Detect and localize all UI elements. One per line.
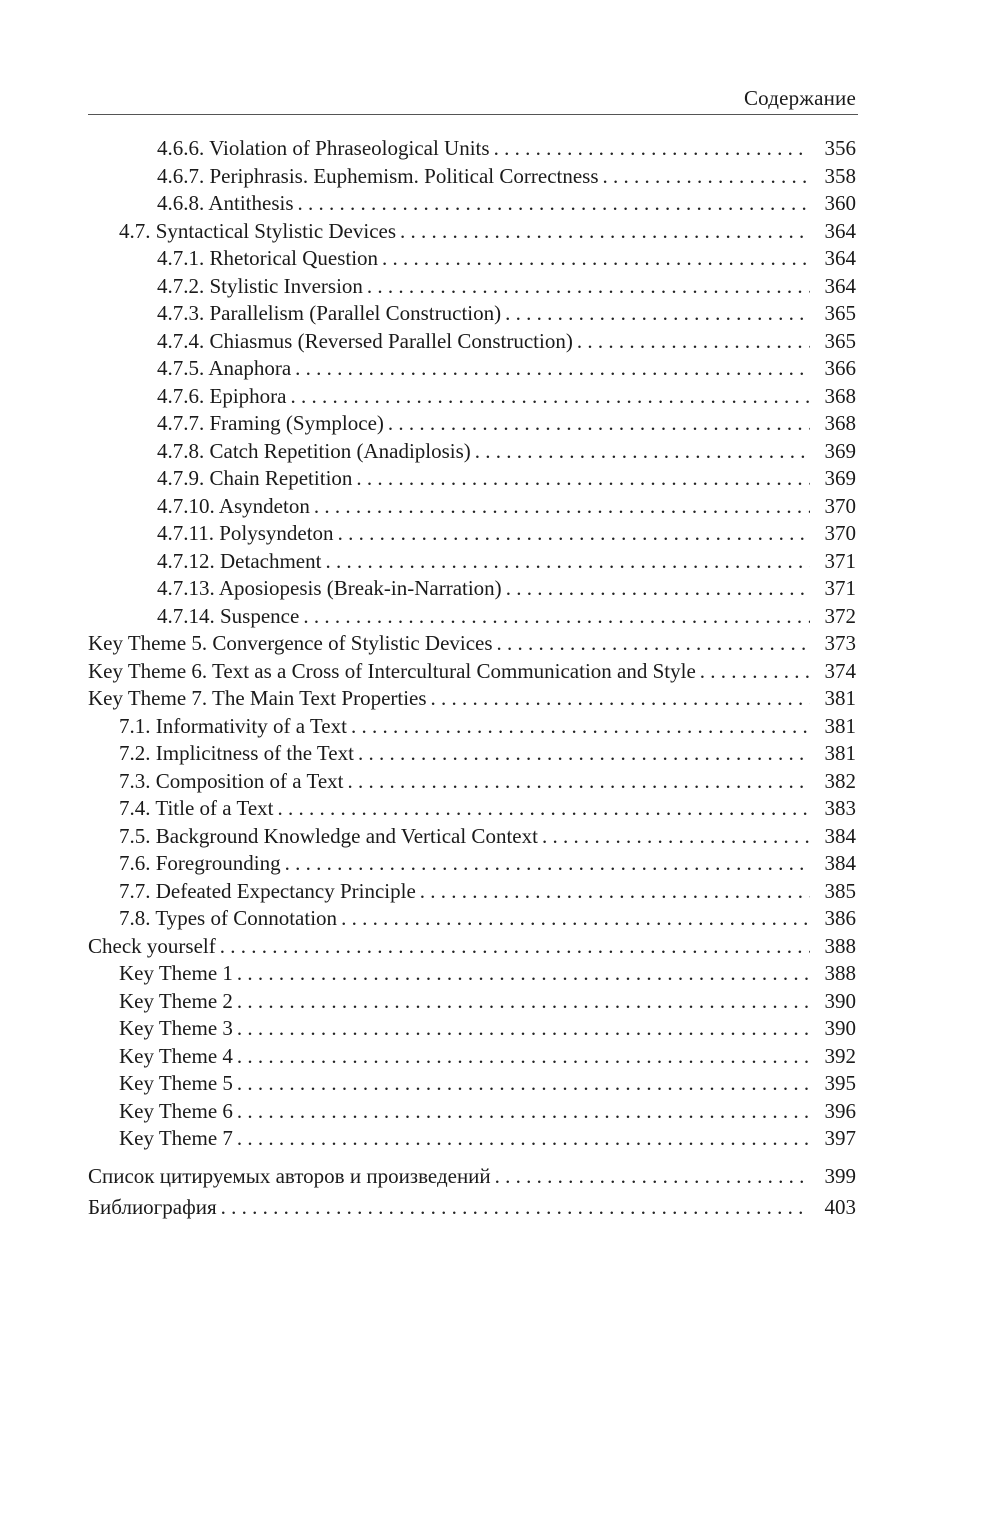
toc-entry-title: 4.7.3. Parallelism (Parallel Construction)	[157, 301, 502, 325]
toc-entry-page-number: 369	[824, 438, 856, 463]
toc-dot-leader	[237, 988, 810, 1016]
toc-entry-page-number: 384	[824, 823, 856, 848]
toc-entry-page-number: 396	[824, 1098, 856, 1123]
toc-dot-leader	[505, 300, 810, 328]
toc-dot-leader	[497, 630, 810, 658]
toc-entry[interactable]	[88, 218, 856, 246]
toc-entry[interactable]	[88, 1043, 856, 1071]
toc-dot-leader	[278, 795, 811, 823]
toc-dot-leader	[382, 245, 810, 273]
toc-entry-title: 4.7.12. Detachment	[157, 548, 322, 573]
toc-entry[interactable]	[88, 658, 856, 686]
toc-entry[interactable]	[88, 630, 856, 658]
toc-dot-leader	[295, 355, 810, 383]
toc-entry-page-number: 395	[824, 1071, 856, 1095]
toc-entry-title: Key Theme 6. Text as a Cross of Intercultural Communication and Style	[88, 658, 696, 683]
toc-entry[interactable]	[88, 355, 856, 383]
toc-entry-page-number: 381	[824, 713, 856, 738]
toc-dot-leader	[356, 465, 810, 493]
toc-dot-leader	[388, 410, 810, 438]
toc-dot-leader	[298, 190, 810, 218]
toc-entry-title: 4.7.13. Aposiopesis (Break-in-Narration)	[157, 576, 502, 600]
toc-dot-leader	[400, 218, 810, 246]
toc-entry-title: 7.5. Background Knowledge and Vertical Context	[119, 823, 538, 848]
toc-entry-title: 4.7.10. Asyndeton	[157, 493, 310, 518]
toc-entry[interactable]	[88, 520, 856, 548]
toc-entry-page-number: 366	[824, 356, 856, 380]
toc-entry[interactable]	[88, 410, 856, 438]
toc-entry-title: 7.7. Defeated Expectancy Principle	[119, 878, 416, 903]
toc-entry[interactable]	[88, 685, 856, 713]
toc-entry[interactable]	[88, 905, 856, 933]
toc-entry-page-number: 364	[824, 218, 856, 243]
toc-entry[interactable]	[88, 1098, 856, 1126]
toc-entry-title: Key Theme 1	[119, 961, 233, 985]
toc-entry-title: Check yourself	[88, 933, 216, 958]
toc-entry-page-number: 390	[824, 1016, 856, 1040]
toc-entry-title: 4.7.9. Chain Repetition	[157, 466, 353, 490]
toc-entry[interactable]	[88, 383, 856, 411]
toc-dot-leader	[358, 740, 810, 768]
toc-entry-title: Key Theme 2	[119, 988, 233, 1013]
toc-entry-title: 4.7.8. Catch Repetition (Anadiplosis)	[157, 438, 471, 463]
toc-entry-page-number: 370	[824, 493, 856, 518]
toc-entry[interactable]	[88, 190, 856, 218]
toc-entry[interactable]	[88, 300, 856, 328]
toc-entry-page-number: 383	[824, 796, 856, 820]
toc-entry-title: Key Theme 3	[119, 1016, 233, 1040]
toc-entry-title: 4.7.4. Chiasmus (Reversed Parallel Construction)	[157, 328, 573, 353]
toc-entry-page-number: 384	[824, 851, 856, 875]
toc-dot-leader	[221, 1194, 810, 1222]
toc-entry[interactable]	[88, 438, 856, 466]
toc-dot-leader	[341, 905, 810, 933]
toc-entry-page-number: 381	[824, 741, 856, 765]
toc-dot-leader	[290, 383, 810, 411]
toc-entry[interactable]	[88, 493, 856, 521]
toc-entry-title: 7.2. Implicitness of the Text	[119, 741, 354, 765]
toc-entry-page-number: 381	[824, 686, 856, 710]
toc-entry[interactable]	[88, 135, 856, 163]
toc-entry[interactable]	[88, 878, 856, 906]
toc-entry-title: 4.7.2. Stylistic Inversion	[157, 273, 363, 298]
toc-entry[interactable]	[88, 575, 856, 603]
toc-dot-leader	[603, 163, 810, 191]
toc-dot-leader	[237, 1015, 810, 1043]
toc-entry-page-number: 371	[824, 576, 856, 600]
toc-entry-page-number: 358	[824, 163, 856, 188]
toc-entry-title: Key Theme 5. Convergence of Stylistic Devices	[88, 631, 493, 655]
toc-entry-title: 4.6.6. Violation of Phraseological Units	[157, 136, 490, 160]
toc-entry-page-number: 370	[824, 521, 856, 545]
toc-entry-page-number: 392	[824, 1043, 856, 1068]
toc-entry-page-number: 374	[824, 658, 856, 683]
toc-entry-page-number: 386	[824, 906, 856, 930]
toc-entry-page-number: 368	[824, 411, 856, 435]
toc-entry-title: 7.4. Title of a Text	[119, 796, 274, 820]
toc-entry[interactable]	[88, 850, 856, 878]
toc-entry-title: Библиография	[88, 1195, 217, 1219]
toc-dot-leader	[303, 603, 810, 631]
toc-entry[interactable]	[88, 768, 856, 796]
toc-dot-leader	[220, 933, 810, 961]
toc-entry[interactable]	[88, 795, 856, 823]
toc-dot-leader	[494, 135, 810, 163]
toc-entry[interactable]	[88, 163, 856, 191]
toc-dot-leader	[237, 1070, 810, 1098]
toc-entry-title: 4.6.8. Antithesis	[157, 191, 294, 215]
toc-entry-page-number: 365	[824, 301, 856, 325]
toc-dot-leader	[495, 1163, 810, 1191]
toc-entry[interactable]	[88, 713, 856, 741]
toc-dot-leader	[237, 960, 810, 988]
toc-dot-leader	[351, 713, 810, 741]
toc-entry-page-number: 385	[824, 878, 856, 903]
toc-entry-page-number: 373	[824, 631, 856, 655]
toc-entry-page-number: 365	[824, 328, 856, 353]
toc-entry-title: 4.7. Syntactical Stylistic Devices	[119, 218, 397, 243]
toc-dot-leader	[237, 1098, 810, 1126]
toc-entry[interactable]	[88, 960, 856, 988]
toc-entry[interactable]	[88, 988, 856, 1016]
toc-dot-leader	[431, 685, 810, 713]
toc-entry-page-number: 369	[824, 466, 856, 490]
toc-entry-page-number: 390	[824, 988, 856, 1013]
toc-dot-leader	[700, 658, 810, 686]
toc-dot-leader	[338, 520, 810, 548]
toc-dot-leader	[542, 823, 810, 851]
toc-dot-leader	[420, 878, 810, 906]
toc-entry[interactable]	[88, 1194, 856, 1222]
toc-entry-page-number: 371	[824, 548, 856, 573]
toc-entry-title: Список цитируемых авторов и произведений	[88, 1163, 491, 1188]
toc-dot-leader	[314, 493, 810, 521]
toc-entry[interactable]	[88, 1015, 856, 1043]
toc-entry[interactable]	[88, 740, 856, 768]
table-of-contents	[88, 135, 856, 1222]
toc-entry-page-number: 388	[824, 933, 856, 958]
toc-entry-title: Key Theme 6	[119, 1098, 233, 1123]
toc-dot-leader	[285, 850, 810, 878]
toc-dot-leader	[577, 328, 810, 356]
toc-entry[interactable]	[88, 823, 856, 851]
toc-entry[interactable]	[88, 1163, 856, 1191]
toc-entry-page-number: 364	[824, 273, 856, 298]
toc-entry-page-number: 399	[824, 1163, 856, 1188]
toc-entry[interactable]	[88, 273, 856, 301]
toc-entry-title: 4.7.14. Suspence	[157, 603, 300, 628]
toc-entry-title: 4.7.1. Rhetorical Question	[157, 246, 379, 270]
toc-entry[interactable]	[88, 933, 856, 961]
toc-entry-page-number: 397	[824, 1126, 856, 1150]
toc-entry-title: 4.6.7. Periphrasis. Euphemism. Political Correctness	[157, 163, 599, 188]
toc-entry-title: 7.1. Informativity of a Text	[119, 713, 347, 738]
toc-entry[interactable]	[88, 1070, 856, 1098]
toc-entry-title: 4.7.7. Framing (Symploce)	[157, 411, 384, 435]
toc-entry-title: Key Theme 7	[119, 1126, 233, 1150]
toc-entry-title: 4.7.11. Polysyndeton	[157, 521, 334, 545]
toc-entry-title: 7.3. Composition of a Text	[119, 768, 344, 793]
toc-entry[interactable]	[88, 245, 856, 273]
toc-entry[interactable]	[88, 548, 856, 576]
toc-dot-leader	[237, 1043, 810, 1071]
toc-dot-leader	[237, 1125, 810, 1153]
toc-entry-page-number: 372	[824, 603, 856, 628]
toc-entry-page-number: 360	[824, 191, 856, 215]
toc-entry[interactable]	[88, 465, 856, 493]
toc-entry-title: 7.6. Foregrounding	[119, 851, 281, 875]
toc-dot-leader	[347, 768, 810, 796]
toc-entry-page-number: 382	[824, 768, 856, 793]
page-header	[88, 84, 858, 115]
toc-dot-leader	[475, 438, 810, 466]
toc-dot-leader	[325, 548, 810, 576]
running-header-title: Содержание	[743, 86, 856, 110]
toc-entry-page-number: 403	[824, 1195, 856, 1219]
toc-entry-title: Key Theme 4	[119, 1043, 233, 1068]
toc-entry-title: 4.7.5. Anaphora	[157, 356, 292, 380]
toc-dot-leader	[367, 273, 810, 301]
toc-entry[interactable]	[88, 1125, 856, 1153]
toc-entry[interactable]	[88, 328, 856, 356]
toc-dot-leader	[506, 575, 810, 603]
toc-entry-title: 4.7.6. Epiphora	[157, 383, 287, 408]
toc-entry-title: 7.8. Types of Connotation	[119, 906, 338, 930]
toc-entry-title: Key Theme 7. The Main Text Properties	[88, 686, 427, 710]
toc-entry-title: Key Theme 5	[119, 1071, 233, 1095]
toc-entry-page-number: 364	[824, 246, 856, 270]
toc-entry[interactable]	[88, 603, 856, 631]
toc-entry-page-number: 388	[824, 961, 856, 985]
toc-entry-page-number: 356	[824, 136, 856, 160]
toc-entry-page-number: 368	[824, 383, 856, 408]
